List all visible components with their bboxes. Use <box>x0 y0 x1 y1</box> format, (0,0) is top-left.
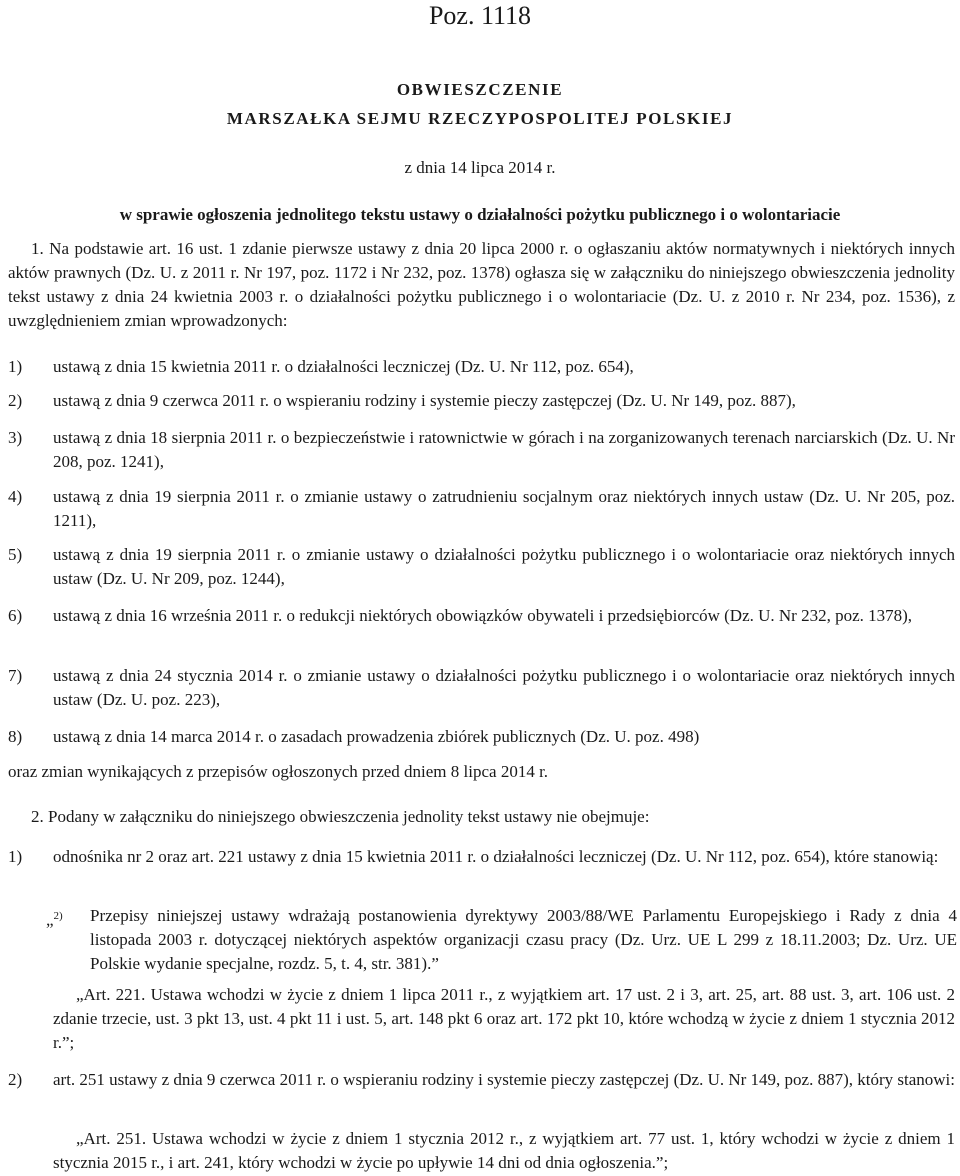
document-title: OBWIESZCZENIE <box>396 80 564 99</box>
opening-quote: „ <box>46 910 54 930</box>
list-item-text: ustawą z dnia 24 stycznia 2014 r. o zmianie ustawy o działalności pożytku publicznego i o wolontariacie oraz niektórych innych ustaw (Dz. U. poz. 223), <box>53 666 955 709</box>
list-item-number: 1) <box>8 357 23 376</box>
list-item <box>8 845 955 869</box>
section2-intro: 2. Podany w załączniku do niniejszego obwieszczenia jednolity tekst ustawy nie obejmuje: <box>31 807 650 826</box>
list-item-number: 4) <box>8 487 23 506</box>
list-item-number: 5) <box>8 545 23 564</box>
document-date: z dnia 14 lipca 2014 r. <box>404 158 556 177</box>
list-item-text: ustawą z dnia 16 września 2011 r. o redukcji niektórych obowiązków obywateli i przedsiębiorców (Dz. U. Nr 232, poz. 1378), <box>53 606 913 625</box>
list-item <box>8 543 955 591</box>
list-item-text: art. 251 ustawy z dnia 9 czerwca 2011 r. o wspieraniu rodziny i systemie pieczy zastępczej (Dz. U. Nr 149, poz. 887), który stanowi: <box>53 1070 955 1089</box>
list-item-text: ustawą z dnia 19 sierpnia 2011 r. o zmianie ustawy o zatrudnieniu socjalnym oraz niektórych innych ustaw (Dz. U. Nr 205, poz. 1211), <box>53 487 955 530</box>
list-item-text: ustawą z dnia 18 sierpnia 2011 r. o bezpieczeństwie i ratownictwie w górach i na zorganizowanych terenach narciarskich (Dz. U. Nr 208, poz. 1241), <box>53 428 955 471</box>
list-item-text: ustawą z dnia 19 sierpnia 2011 r. o zmianie ustawy o działalności pożytku publicznego i o wolontariacie oraz niektórych innych ustaw (Dz. U. Nr 209, poz. 1244), <box>53 545 955 588</box>
section1-closing: oraz zmian wynikających z przepisów ogłoszonych przed dniem 8 lipca 2014 r. <box>8 762 549 781</box>
section1-intro: 1. Na podstawie art. 16 ust. 1 zdanie pierwsze ustawy z dnia 20 lipca 2000 r. o ogłaszaniu aktów normatywnych i niektórych innych aktów prawnych (Dz. U. z 2011 r. Nr 197, poz. 1172 i Nr 232, poz. 1378) ogłasza się w załączniku do niniejszego obwieszczenia jednolity tekst ustawy z dnia 24 kwietnia 2003 r. o działalności pożytku publicznego i o wolontariacie (Dz. U. z 2010 r. Nr 234, poz. 1536), z uwzględnieniem zmian wprowadzonych: <box>8 239 955 330</box>
position-number: Poz. 1118 <box>428 1 532 30</box>
list-item <box>8 355 955 379</box>
list-item <box>8 389 955 413</box>
list-item-number: 6) <box>8 606 23 625</box>
list-item-text: ustawą z dnia 15 kwietnia 2011 r. o działalności leczniczej (Dz. U. Nr 112, poz. 654), <box>53 357 634 376</box>
list-item-number: 2) <box>8 1070 23 1089</box>
footnote-marker <box>46 904 63 933</box>
document-subject: w sprawie ogłoszenia jednolitego tekstu ustawy o działalności pożytku publicznego i o wolontariacie <box>119 205 841 224</box>
list-item-number: 2) <box>8 391 23 410</box>
footnote-text: Przepisy niniejszej ustawy wdrażają postanowienia dyrektywy 2003/88/WE Parlamentu Europejskiego i Rady z dnia 4 listopada 2003 r. dotyczącej niektórych aspektów organizacji czasu pracy (Dz. Urz. UE L 299 z 18.11.2003; Dz. Urz. UE Polskie wydanie specjalne, rozdz. 5, t. 4, str. 381).” <box>90 906 957 973</box>
document-issuer: MARSZAŁKA SEJMU RZECZYPOSPOLITEJ POLSKIEJ <box>226 109 734 128</box>
article-quote: „Art. 221. Ustawa wchodzi w życie z dniem 1 lipca 2011 r., z wyjątkiem art. 17 ust. 2 i 3, art. 25, art. 88 ust. 3, art. 106 ust. 2 zdanie trzecie, ust. 3 pkt 13, ust. 4 pkt 11 i ust. 5, art. 148 pkt 6 oraz art. 172 pkt 10, które wchodzą w życie z dniem 1 stycznia 2012 r.”; <box>53 985 955 1052</box>
list-item-text: ustawą z dnia 14 marca 2014 r. o zasadach prowadzenia zbiórek publicznych (Dz. U. poz. 498) <box>53 727 700 746</box>
list-item <box>8 664 955 712</box>
list-item-number: 8) <box>8 727 23 746</box>
list-item <box>8 426 955 474</box>
list-item <box>8 604 955 628</box>
footnote-number: 2) <box>53 910 63 922</box>
list-item-text: odnośnika nr 2 oraz art. 221 ustawy z dnia 15 kwietnia 2011 r. o działalności leczniczej (Dz. U. Nr 112, poz. 654), które stanowią: <box>53 847 939 866</box>
list-item <box>8 725 955 749</box>
footnote-quote <box>46 904 957 976</box>
list-item-number: 7) <box>8 666 23 685</box>
list-item-text: ustawą z dnia 9 czerwca 2011 r. o wspieraniu rodziny i systemie pieczy zastępczej (Dz. U. Nr 149, poz. 887), <box>53 391 796 410</box>
list-item-number: 1) <box>8 847 23 866</box>
list-item <box>8 485 955 533</box>
article-quote: „Art. 251. Ustawa wchodzi w życie z dniem 1 stycznia 2012 r., z wyjątkiem art. 77 ust. 1, który wchodzi w życie z dniem 1 stycznia 2015 r., i art. 241, który wchodzi w życie po upływie 14 dni od dnia ogłoszenia.”; <box>53 1129 955 1172</box>
list-item-number: 3) <box>8 428 23 447</box>
list-item <box>8 1068 955 1092</box>
